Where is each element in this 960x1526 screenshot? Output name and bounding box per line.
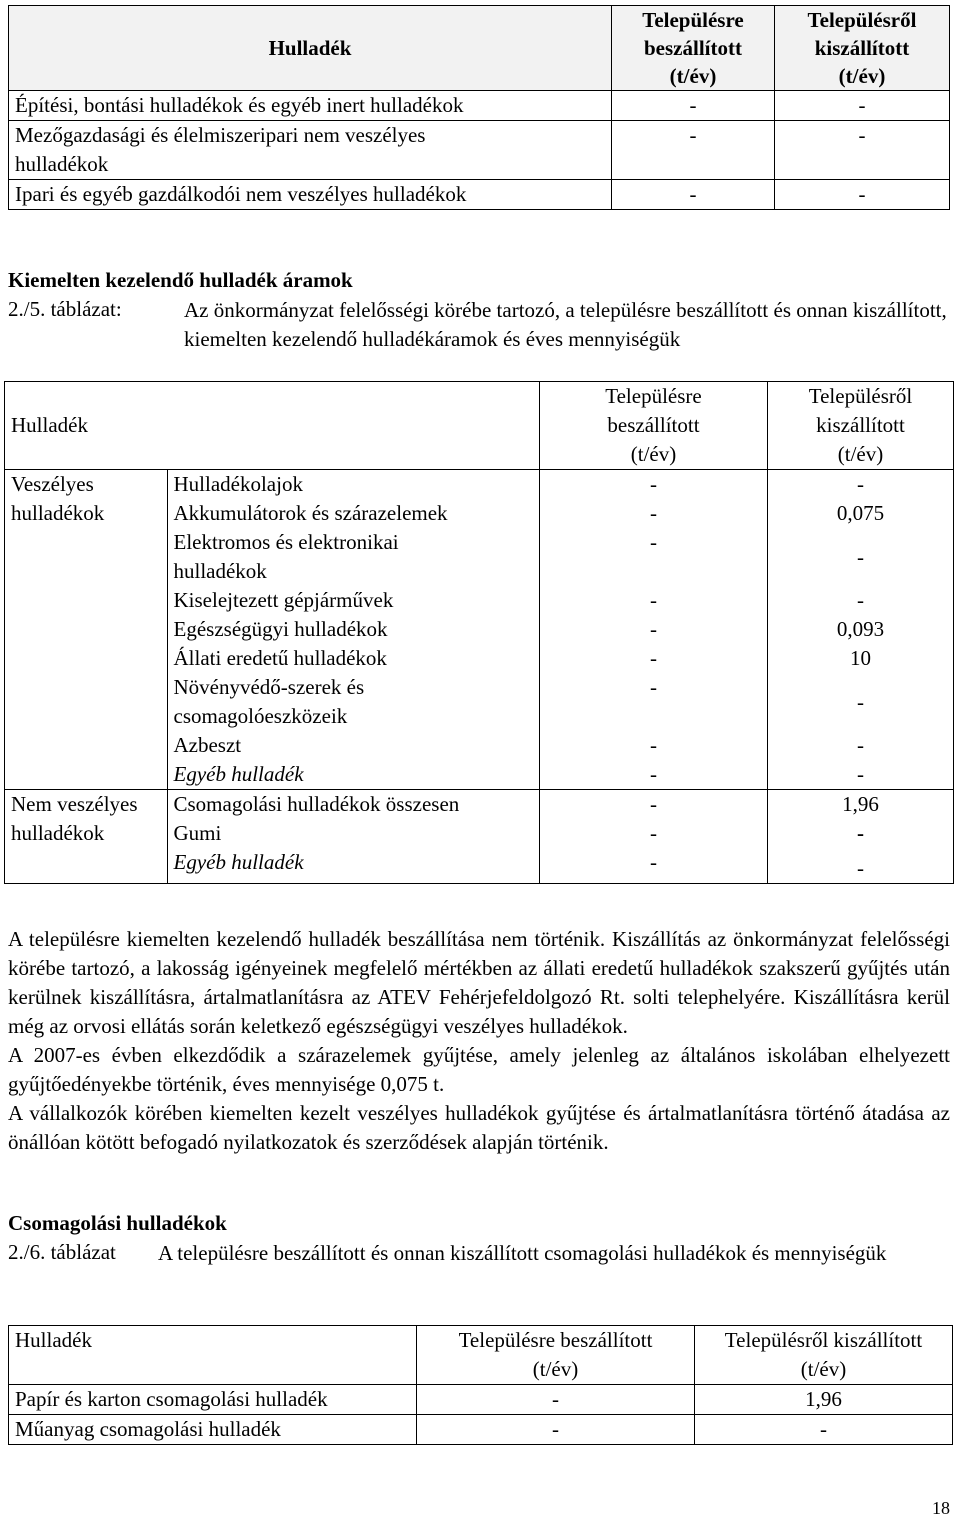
row-name: Építési, bontási hulladékok és egyéb inert hulladékok — [9, 91, 612, 121]
paragraph: A vállalkozók körében kiemelten kezelt veszélyes hulladékok gyűjtése és ártalmatlanításra történő átadása az önállóan kötött befogadó nyilatkozatok és szerződések alapján történik. — [8, 1101, 950, 1154]
table-caption-5 — [8, 296, 953, 354]
row-name: Ipari és egyéb gazdálkodói nem veszélyes hulladékok — [9, 180, 612, 210]
row-in: - — [417, 1385, 695, 1415]
row-name: Azbeszt — [167, 731, 540, 760]
row-in: - — [540, 731, 768, 760]
row-out: - — [768, 760, 954, 790]
paragraph: A 2007-es évben elkezdődik a szárazelemek gyűjtése, amely jelenleg az általános iskolában elhelyezett gyűjtőedényekbe történik, éves mennyisége 0,075 t. — [8, 1043, 950, 1096]
row-in: - — [612, 91, 775, 121]
table-header-row — [9, 6, 950, 91]
row-in: - — [540, 673, 768, 731]
row-in: - — [540, 499, 768, 528]
row-out: - — [768, 673, 954, 731]
row-in: - — [540, 760, 768, 790]
row-out: - — [768, 470, 954, 500]
row-name: Műanyag csomagolási hulladék — [9, 1415, 417, 1445]
table-row — [9, 121, 950, 180]
header-outgoing-line2: kiszállított — [816, 413, 905, 437]
row-in: - — [417, 1415, 695, 1445]
header-outgoing-line2: (t/év) — [800, 1357, 847, 1381]
row-name: Egészségügyi hulladékok — [167, 615, 540, 644]
paragraph: A településre kiemelten kezelendő hulladék beszállítása nem történik. Kiszállítás az önkormányzat felelősségi körébe tartozó, a lakosság igényeinek megfelelő mértékben az állati eredetű hulladékok szakszerű gyűjtés után kerülnek kiszállításra, ártalmatlanításra az ATEV Fehérjefeldolgozó Rt. solti telephelyére. Kiszállításra kerül még az orvosi ellátás során keletkező egészségügyi veszélyes hulladékok. — [8, 927, 950, 1038]
row-out: 1,96 — [768, 790, 954, 820]
table-row — [9, 91, 950, 121]
group-hazardous: Veszélyes hulladékok — [5, 470, 168, 790]
header-outgoing-line1: Településről — [808, 384, 913, 408]
row-out: - — [775, 121, 950, 180]
row-name: Növényvédő-szerek és csomagolóeszközeik — [167, 673, 540, 731]
header-incoming — [540, 382, 768, 470]
row-out: - — [768, 586, 954, 615]
row-in: - — [540, 848, 768, 884]
header-empty — [167, 382, 540, 470]
header-incoming-line2: (t/év) — [532, 1357, 579, 1381]
group-nonhazardous: Nem veszélyes hulladékok — [5, 790, 168, 884]
row-name: Egyéb hulladék — [167, 848, 540, 884]
caption-number: 2./6. táblázat — [8, 1240, 116, 1264]
table-row — [9, 180, 950, 210]
row-out: - — [768, 528, 954, 586]
waste-table-1 — [8, 5, 950, 210]
row-in: - — [540, 819, 768, 848]
header-incoming-line3: (t/év) — [630, 442, 677, 466]
table-header-row — [5, 382, 954, 470]
row-in: - — [540, 615, 768, 644]
header-incoming-line1: Településre — [605, 384, 702, 408]
row-name: Állati eredetű hulladékok — [167, 644, 540, 673]
row-name: Csomagolási hulladékok összesen — [167, 790, 540, 820]
header-outgoing-line1: Településről kiszállított — [724, 1328, 923, 1352]
row-out: 10 — [768, 644, 954, 673]
caption-text: A településre beszállított és onnan kiszállított csomagolási hulladékok és mennyiségük — [158, 1241, 887, 1265]
row-out: - — [768, 848, 954, 884]
table-header-row — [9, 1326, 953, 1385]
row-in: - — [612, 121, 775, 180]
row-in: - — [540, 644, 768, 673]
row-name: Egyéb hulladék — [167, 760, 540, 790]
header-outgoing-line3: (t/év) — [838, 64, 886, 88]
row-name: Hulladékolajok — [167, 470, 540, 500]
table-row — [5, 790, 954, 820]
header-outgoing-line2: kiszállított — [814, 36, 910, 60]
header-incoming — [417, 1326, 695, 1385]
row-out: - — [695, 1415, 953, 1445]
header-outgoing — [775, 6, 950, 91]
header-incoming-line3: (t/év) — [669, 64, 717, 88]
section-heading-packaging: Csomagolási hulladékok — [8, 1211, 227, 1235]
header-outgoing-line1: Településről — [807, 8, 917, 32]
row-out: - — [775, 91, 950, 121]
header-outgoing — [695, 1326, 953, 1385]
row-in: - — [540, 470, 768, 500]
row-name: Gumi — [167, 819, 540, 848]
row-out: 1,96 — [695, 1385, 953, 1415]
header-outgoing — [768, 382, 954, 470]
page-number: 18 — [932, 1497, 950, 1518]
section-heading-priority-streams: Kiemelten kezelendő hulladék áramok — [8, 268, 353, 292]
table-caption-6 — [8, 1239, 950, 1268]
waste-table-3 — [8, 1325, 953, 1445]
row-out: 0,075 — [768, 499, 954, 528]
row-out: - — [768, 819, 954, 848]
row-out: - — [775, 180, 950, 210]
body-text — [8, 925, 950, 1157]
row-name: Papír és karton csomagolási hulladék — [9, 1385, 417, 1415]
header-incoming-line2: beszállított — [644, 36, 742, 60]
row-in: - — [540, 586, 768, 615]
header-incoming-line1: Településre beszállított — [458, 1328, 653, 1352]
row-name: Mezőgazdasági és élelmiszeripari nem veszélyes hulladékok — [9, 121, 612, 180]
header-incoming — [612, 6, 775, 91]
caption-text: Az önkormányzat felelősségi körébe tartozó, a településre beszállított és onnan kiszállított, kiemelten kezelendő hulladékáramok és éves mennyiségük — [184, 298, 947, 351]
row-in: - — [612, 180, 775, 210]
table-row — [9, 1385, 953, 1415]
row-in: - — [540, 528, 768, 586]
header-incoming-line1: Településre — [642, 8, 744, 32]
header-incoming-line2: beszállított — [607, 413, 700, 437]
caption-number: 2./5. táblázat: — [8, 297, 122, 321]
waste-table-2 — [4, 381, 954, 884]
row-name: Akkumulátorok és szárazelemek — [167, 499, 540, 528]
row-out: 0,093 — [768, 615, 954, 644]
header-outgoing-line3: (t/év) — [837, 442, 884, 466]
row-name: Kiselejtezett gépjárművek — [167, 586, 540, 615]
row-out: - — [768, 731, 954, 760]
table-row — [5, 470, 954, 500]
header-waste: Hulladék — [9, 1326, 417, 1385]
row-name: Elektromos és elektronikai hulladékok — [167, 528, 540, 586]
header-waste: Hulladék — [9, 6, 612, 91]
table-row — [9, 1415, 953, 1445]
header-waste: Hulladék — [5, 382, 168, 470]
row-in: - — [540, 790, 768, 820]
